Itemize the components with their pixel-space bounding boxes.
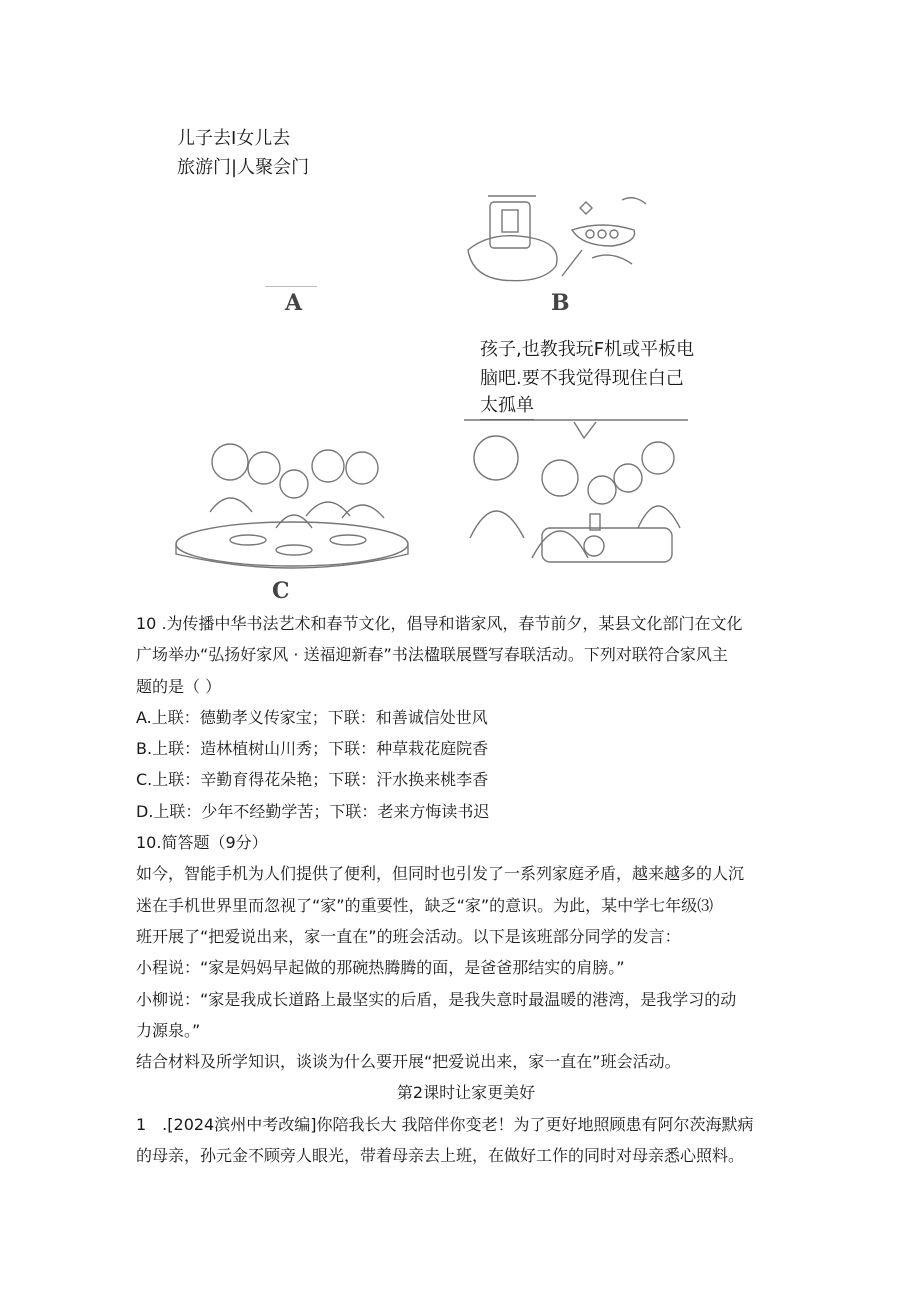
short-answer-line3: 班开展了“把爱说出来，家一直在”的班会活动。以下是该班部分同学的发言： [136,926,681,946]
figure-b-illustration [462,180,658,288]
section-title: 第2课时让家更美好 [396,1083,536,1103]
option-d: D.上联：少年不经勤学苦；下联：老来方悔读书迟 [136,801,490,821]
figure-d-caption-line3: 太孤单 [480,393,534,420]
figure-c-letter: C [272,578,290,604]
short-answer-line4: 小程说：“家是妈妈早起做的那碗热腾腾的面，是爸爸那结实的肩膀。” [136,958,625,978]
section-q1-line2: 的母亲，孙元金不顾旁人眼光，带着母亲去上班，在做好工作的同时对母亲悉心照料。 [136,1146,745,1166]
figure-d-caption-line1: 孩子,也教我玩F机或平板电 [480,339,695,360]
option-a: A.上联：德勤孝义传家宝；下联：和善诚信处世风 [136,707,488,727]
figure-a-caption-line2: 旅游门|人聚会门 [177,157,310,178]
short-answer-title: 10.简答题（9分） [136,833,268,853]
figure-c-illustration [172,432,412,582]
section-q1-line1: 1 .[2024滨州中考改编]你陪我长大 我陪伴你变老！为了更好地照顾患有阿尔茨海默病 [136,1114,754,1134]
option-c: C.上联：辛勤育得花朵艳；下联：汗水换来桃李香 [136,770,489,790]
short-answer-line1: 如今，智能手机为人们提供了便利，但同时也引发了一系列家庭矛盾，越来越多的人沉 [136,864,745,884]
figure-a-caption-line1: 儿子去I女儿去 [177,128,291,149]
question-10-stem-line2: 广场举办“弘扬好家风 · 送福迎新春”书法楹联展暨写春联活动。下列对联符合家风主 [136,645,728,665]
question-10-stem-line1: 10 .为传播中华书法艺术和春节文化，倡导和谐家风，春节前夕，某县文化部门在文化 [136,614,743,633]
figure-a-divider [265,286,317,287]
short-answer-line7: 结合材料及所学知识，谈谈为什么要开展“把爱说出来，家一直在”班会活动。 [136,1052,681,1072]
short-answer-line2: 迷在手机世界里而忽视了“家”的重要性，缺乏“家”的意识。为此，某中学七年级⑶ [136,895,714,915]
question-10 [136,608,796,1171]
figure-d-illustration [462,418,690,576]
figure-b-letter: B [551,290,570,316]
figure-d-caption-line2: 脑吧.要不我觉得现住白己 [480,368,684,389]
figure-a-letter: A [285,290,303,316]
short-answer-line6: 力源泉。” [136,1020,201,1040]
short-answer-line5: 小柳说：“家是我成长道路上最坚实的后盾，是我失意时最温暖的港湾，是我学习的动 [136,989,737,1009]
option-b: B.上联：造林植树山川秀；下联：种草栽花庭院香 [136,739,489,759]
question-10-stem-line3: 题的是（ ） [136,676,222,696]
